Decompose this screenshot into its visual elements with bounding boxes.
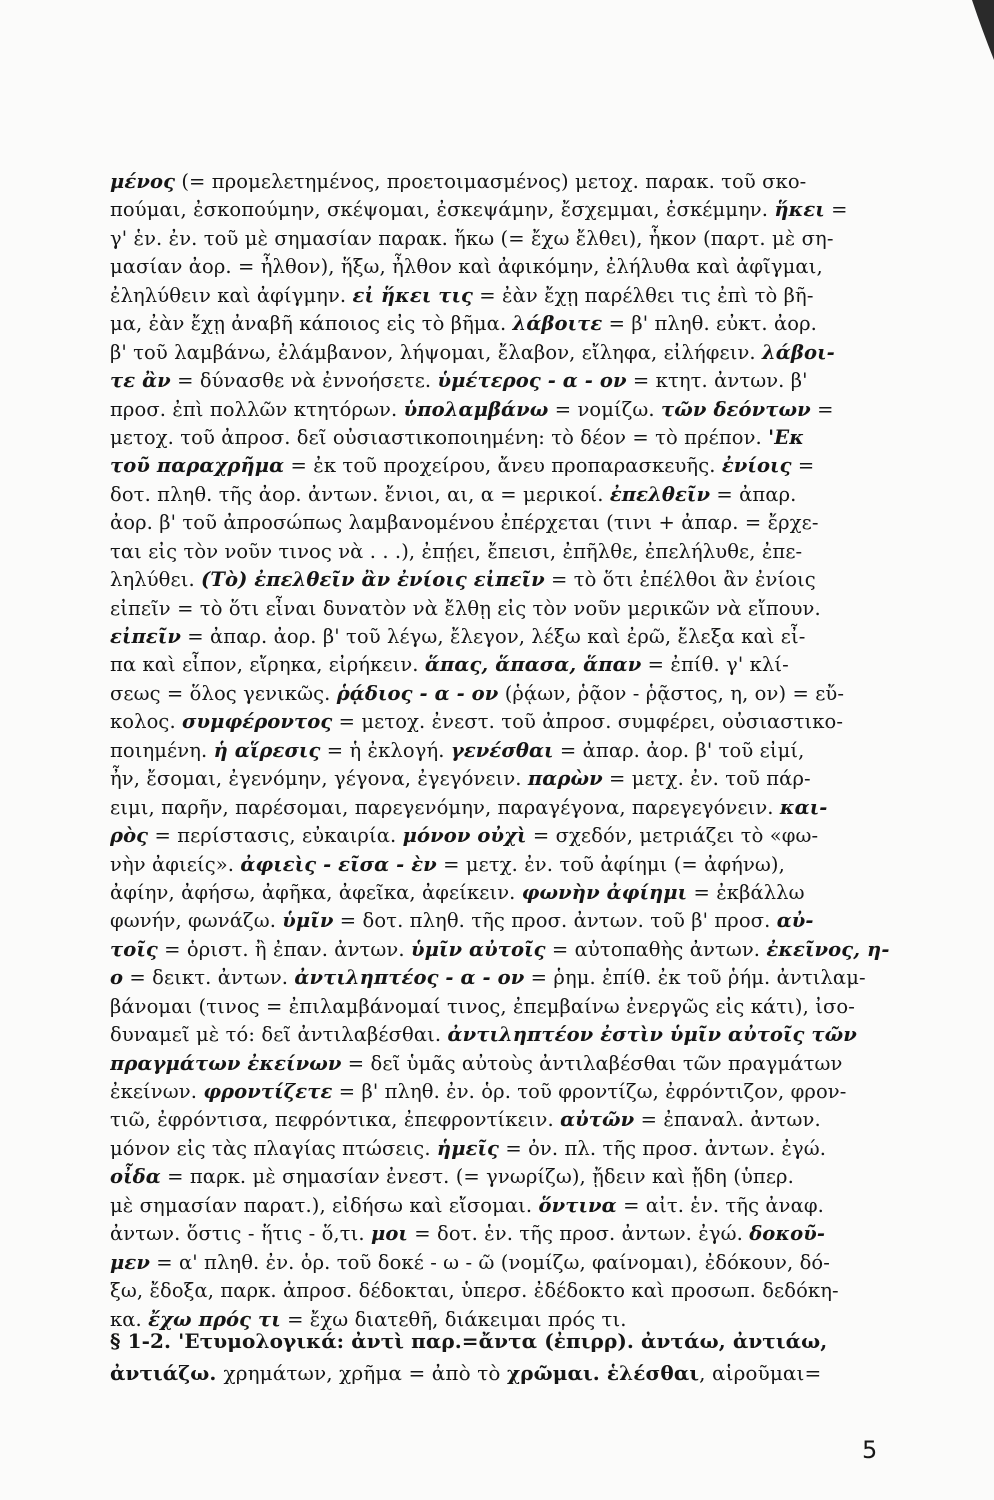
gloss-text: =: [791, 454, 815, 478]
headword: ἀντιληπτέος - α - ον: [294, 966, 525, 990]
gloss-text: ειμι, παρῆν, παρέσομαι, παρεγενόμην, παραγέγονα, παρεγεγόνειν.: [110, 795, 780, 819]
text-line: [110, 822, 900, 850]
headword: ἐπελθεῖν: [609, 482, 711, 506]
gloss-text: = αἰτ. ἑν. τῆς ἀναφ.: [616, 1193, 824, 1217]
text-line: [110, 481, 900, 509]
headword: εἰπεῖν: [110, 625, 181, 648]
headword: συμφέροντος: [182, 710, 333, 734]
gloss-text: = ἐπαναλ. ἀντων.: [634, 1108, 821, 1132]
gloss-text: δυναμεῖ μὲ τό: δεῖ ἀντιλαβέσθαι.: [110, 1023, 448, 1047]
headword: μόνον οὐχὶ: [402, 824, 527, 848]
headword: αὐτῶν: [560, 1108, 635, 1132]
gloss-text: προσ. ἐπὶ πολλῶν κτητόρων.: [110, 397, 404, 421]
gloss-text: (ῥᾴων, ῥᾷον - ῥᾷστος, η, ον) = εὔ-: [498, 681, 845, 705]
gloss-text: = ἐκ τοῦ προχείρου, ἄνευ προπαρασκευῆς.: [284, 454, 722, 478]
text-line: [110, 651, 900, 679]
text-line: [110, 964, 900, 992]
scan-corner-shadow: [966, 0, 994, 60]
text-line: [110, 253, 900, 281]
headword: ἡμεῖς: [436, 1136, 500, 1160]
headword: ἅπας, ἅπασα, ἅπαν: [424, 653, 642, 677]
headword: ἡ αἵρεσις: [213, 738, 321, 762]
gloss-text: , αἱροῦμαι=: [699, 1361, 822, 1385]
headword: (Τὸ) ἐπελθεῖν ἂν ἐνίοις εἰπεῖν: [201, 568, 545, 592]
gloss-text: = τὸ ὅτι ἐπέλθοι ἂν ἐνίοις: [544, 568, 816, 592]
text-line: [110, 339, 900, 367]
gloss-text: = ἐπίθ. γ' κλί-: [641, 653, 789, 677]
headword: ὑπολαμβάνω: [403, 397, 549, 421]
gloss-text: γ' ἑν. ἐν. τοῦ μὲ σημασίαν παρακ. ἥκω (= ἔχω ἔλθει), ἧκον (παρτ. μὲ ση-: [110, 226, 834, 250]
text-line: [110, 680, 900, 708]
gloss-text: = δοτ. πληθ. τῆς προσ. ἀντων. τοῦ β' προσ.: [333, 909, 777, 933]
gloss-text: χρημάτων, χρῆμα = ἀπὸ τὸ: [223, 1361, 507, 1385]
gloss-text: κολος.: [110, 710, 183, 734]
gloss-text: νὴν ἀφιείς».: [110, 852, 241, 876]
gloss-text: = δεικτ. ἀντων.: [123, 966, 295, 990]
gloss-text: ἀντων. ὅστις - ἥτις - ὅ,τι.: [110, 1222, 371, 1246]
section-line: [110, 1325, 900, 1357]
text-line: [110, 566, 900, 594]
text-line: [110, 1249, 900, 1277]
text-line: [110, 168, 900, 196]
gloss-text: ποιημένη.: [110, 738, 214, 762]
gloss-text: ἀφίην, ἀφήσω, ἀφῆκα, ἀφεῖκα, ἀφείκειν.: [110, 880, 522, 904]
etymology-section: [110, 1325, 900, 1389]
text-line: [110, 509, 900, 537]
text-line: [110, 367, 900, 395]
gloss-text: = νομίζω.: [548, 397, 662, 421]
gloss-text: = α' πληθ. ἐν. ὁρ. τοῦ δοκέ - ω - ῶ (νομίζω, φαίνομαι), ἐδόκουν, δό-: [149, 1250, 830, 1274]
gloss-text: = δύνασθε νὰ ἐννοήσετε.: [170, 369, 438, 393]
text-line: [110, 1078, 900, 1106]
gloss-text: = δοτ. ἑν. τῆς προσ. ἀντων. ἐγώ.: [407, 1222, 750, 1246]
gloss-text: κα.: [110, 1307, 149, 1331]
gloss-text: σεως = ὅλος γενικῶς.: [110, 681, 337, 705]
gloss-text: = β' πληθ. εὐκτ. ἀορ.: [602, 312, 817, 336]
text-line: [110, 1021, 900, 1049]
headword: τοῦ παραχρῆμα: [110, 454, 285, 478]
gloss-text: δοτ. πληθ. τῆς ἀορ. ἀντων. ἔνιοι, αι, α = μερικοί.: [110, 482, 610, 506]
text-line: [110, 794, 900, 822]
gloss-text: =: [810, 397, 834, 421]
headword: πραγμάτων ἐκείνων: [110, 1051, 342, 1075]
gloss-text: = κτητ. ἀντων. β': [626, 369, 808, 393]
gloss-text: φωνήν, φωνάζω.: [110, 909, 283, 933]
page-number: 5: [862, 1436, 878, 1464]
text-line: [110, 196, 900, 224]
headword: χρῶμαι. ἑλέσθαι: [506, 1361, 700, 1385]
gloss-text: = ὁριστ. ἢ ἐπαν. ἀντων.: [157, 937, 411, 961]
headword: ὑμῖν: [282, 909, 334, 933]
headword: εἰ ἥκει τις: [352, 283, 473, 307]
gloss-text: = παρκ. μὲ σημασίαν ἐνεστ. (= γνωρίζω), ᾔδειν καὶ ᾔδη (ὑπερ.: [160, 1165, 794, 1189]
headword: ἐνίοις: [721, 454, 792, 478]
gloss-text: = σχεδόν, μετριάζει τὸ «φω-: [526, 824, 819, 848]
text-line: [110, 225, 900, 253]
text-line: [110, 1192, 900, 1220]
headword: μεν: [110, 1250, 150, 1274]
text-line: [110, 765, 900, 793]
headword: τε ἂν: [110, 369, 171, 393]
text-line: [110, 907, 900, 935]
gloss-text: = ἔχω διατεθῆ, διάκειμαι πρός τι.: [280, 1307, 627, 1331]
gloss-text: = μετοχ. ἐνεστ. τοῦ ἀπροσ. συμφέρει, οὐσιαστικο-: [332, 710, 844, 734]
headword: λάβοιτε: [512, 312, 603, 336]
headword: αὐ-: [776, 909, 814, 933]
headword: ἥκει: [774, 198, 825, 222]
headword: μένος: [110, 170, 176, 193]
gloss-text: = δεῖ ὑμᾶς αὐτοὺς ἀντιλαβέσθαι τῶν πραγμάτων: [341, 1051, 843, 1075]
headword: ἀφιεὶς - εῖσα - ὲν: [240, 852, 437, 876]
text-line: [110, 879, 900, 907]
text-line: [110, 424, 900, 452]
text-line: [110, 310, 900, 338]
gloss-text: βάνομαι (τινος = ἐπιλαμβάνομαί τινος, ἐπεμβαίνω ἐνεργῶς εἰς κάτι), ἰσο-: [110, 994, 855, 1018]
headword: οἶδα: [110, 1165, 161, 1189]
gloss-text: = ἀπαρ. ἀορ. β' τοῦ λέγω, ἔλεγον, λέξω καὶ ἐρῶ, ἔλεξα καὶ εἶ-: [180, 625, 806, 648]
gloss-text: = β' πληθ. ἐν. ὁρ. τοῦ φροντίζω, ἐφρόντιζον, φρον-: [332, 1080, 847, 1103]
text-line: [110, 623, 900, 651]
gloss-text: = ἀπαρ.: [710, 482, 797, 506]
gloss-text: ἐκείνων.: [110, 1080, 204, 1103]
text-line: [110, 1163, 900, 1191]
gloss-text: μόνον εἰς τὰς πλαγίας πτώσεις.: [110, 1136, 437, 1160]
gloss-text: μα, ἐὰν ἔχῃ ἀναβῆ κάποιος εἰς τὸ βῆμα.: [110, 312, 513, 336]
headword: δοκοῦ-: [749, 1222, 826, 1246]
headword: ὅντινα: [538, 1193, 617, 1217]
headword: ἀντιάζω.: [110, 1361, 224, 1385]
gloss-text: (= προμελετημένος, προετοιμασμένος) μετοχ. παρακ. τοῦ σκο-: [175, 170, 807, 193]
headword: ὑμῖν αὐτοῖς: [410, 937, 546, 961]
headword: μοι: [370, 1222, 408, 1246]
gloss-text: β' τοῦ λαμβάνω, ἐλάμβανον, λήψομαι, ἔλαβον, εἴληφα, εἰλήφειν.: [110, 340, 763, 364]
gloss-text: = μετχ. ἐν. τοῦ ἀφίημι (= ἀφήνω),: [436, 852, 785, 876]
text-line: [110, 1106, 900, 1134]
gloss-text: = ἐκβάλλω: [687, 880, 805, 904]
gloss-text: ἦν, ἔσομαι, ἐγενόμην, γέγονα, ἐγεγόνειν.: [110, 767, 528, 791]
gloss-text: τιῶ, ἐφρόντισα, πεφρόντικα, ἐπεφροντίκειν.: [110, 1108, 561, 1132]
section-line: [110, 1357, 900, 1389]
headword: 'Εκ: [768, 425, 804, 449]
gloss-text: μὲ σημασίαν παρατ.), εἰδήσω καὶ εἴσομαι.: [110, 1193, 539, 1217]
headword: και-: [779, 795, 828, 819]
text-line: [110, 993, 900, 1021]
gloss-text: πα καὶ εἶπον, εἴρηκα, εἰρήκειν.: [110, 653, 425, 677]
gloss-text: = ἐὰν ἔχῃ παρέλθει τις ἐπὶ τὸ βῆ-: [472, 283, 814, 307]
text-line: [110, 737, 900, 765]
headword: τῶν δεόντων: [661, 397, 811, 421]
gloss-text: = αὐτοπαθὴς ἀντων.: [545, 937, 767, 961]
gloss-text: = ἀπαρ. ἀορ. β' τοῦ εἰμί,: [553, 738, 805, 762]
gloss-text: = ὀν. πλ. τῆς προσ. ἀντων. ἐγώ.: [499, 1136, 827, 1160]
text-line: [110, 708, 900, 736]
text-line: [110, 282, 900, 310]
gloss-text: εἰπεῖν = τὸ ὅτι εἶναι δυνατὸν νὰ ἔλθῃ εἰς τὸν νοῦν μερικῶν νὰ εἴπουν.: [110, 596, 821, 620]
headword: ο: [110, 966, 124, 990]
gloss-text: ἐληλύθειν καὶ ἀφίγμην.: [110, 283, 353, 307]
gloss-text: =: [824, 198, 848, 222]
headword: § 1-2. 'Ετυμολογικά: ἀντὶ παρ.=ἄντα (ἐπιρρ). ἀντάω, ἀντιάω,: [110, 1329, 828, 1353]
headword: ἐκεῖνος, η-: [766, 937, 890, 961]
headword: φροντίζετε: [203, 1080, 333, 1103]
text-line: [110, 851, 900, 879]
gloss-text: = ῥημ. ἐπίθ. ἐκ τοῦ ῥήμ. ἀντιλαμ-: [524, 966, 866, 990]
gloss-text: πούμαι, ἐσκοπούμην, σκέψομαι, ἐσκεψάμην, ἔσχεμμαι, ἐσκέμμην.: [110, 198, 775, 222]
gloss-text: μασίαν ἀορ. = ἦλθον), ἥξω, ἦλθον καὶ ἀφικόμην, ἐλήλυθα καὶ ἀφῖγμαι,: [110, 255, 823, 279]
text-line: [110, 1220, 900, 1248]
headword: ῥᾴδιος - α - ον: [336, 681, 499, 705]
text-line: [110, 1277, 900, 1305]
text-line: [110, 936, 900, 964]
gloss-text: ξω, ἔδοξα, παρκ. ἀπροσ. δέδοκται, ὑπερσ. ἐδέδοκτο καὶ προσωπ. δεδόκη-: [110, 1279, 839, 1303]
gloss-text: = μετχ. ἐν. τοῦ πάρ-: [602, 767, 811, 791]
text-line: [110, 396, 900, 424]
gloss-text: = περίστασις, εὐκαιρία.: [148, 824, 403, 848]
gloss-text: ται εἰς τὸν νοῦν τινος νὰ . . .), ἐπῄει, ἔπεισι, ἐπῆλθε, ἐπελήλυθε, ἐπε-: [110, 539, 803, 563]
gloss-text: = ἡ ἐκλογή.: [320, 738, 451, 762]
headword: ὑμέτερος - α - ον: [437, 369, 627, 393]
gloss-text: ἀορ. β' τοῦ ἀπροσώπως λαμβανομένου ἐπέρχεται (τινι + ἀπαρ. = ἔρχε-: [110, 511, 819, 535]
text-line: [110, 1135, 900, 1163]
headword: ἔχω πρός τι: [148, 1307, 281, 1331]
headword: ἀντιληπτέον ἐστὶν ὑμῖν αὐτοῖς τῶν: [447, 1023, 857, 1047]
headword: ρὸς: [110, 824, 149, 848]
text-line: [110, 595, 900, 623]
glossary-text: [110, 168, 900, 1334]
text-line: [110, 1050, 900, 1078]
headword: παρὼν: [527, 767, 603, 791]
gloss-text: μετοχ. τοῦ ἀπροσ. δεῖ οὐσιαστικοποιημένη: τὸ δέον = τὸ πρέπον.: [110, 425, 769, 449]
gloss-text: ληλύθει.: [110, 568, 202, 592]
headword: φωνὴν ἀφίημι: [521, 880, 688, 904]
headword: τοῖς: [110, 937, 158, 961]
text-line: [110, 538, 900, 566]
headword: λάβοι-: [762, 340, 835, 364]
headword: γενέσθαι: [450, 738, 554, 762]
text-line: [110, 452, 900, 480]
